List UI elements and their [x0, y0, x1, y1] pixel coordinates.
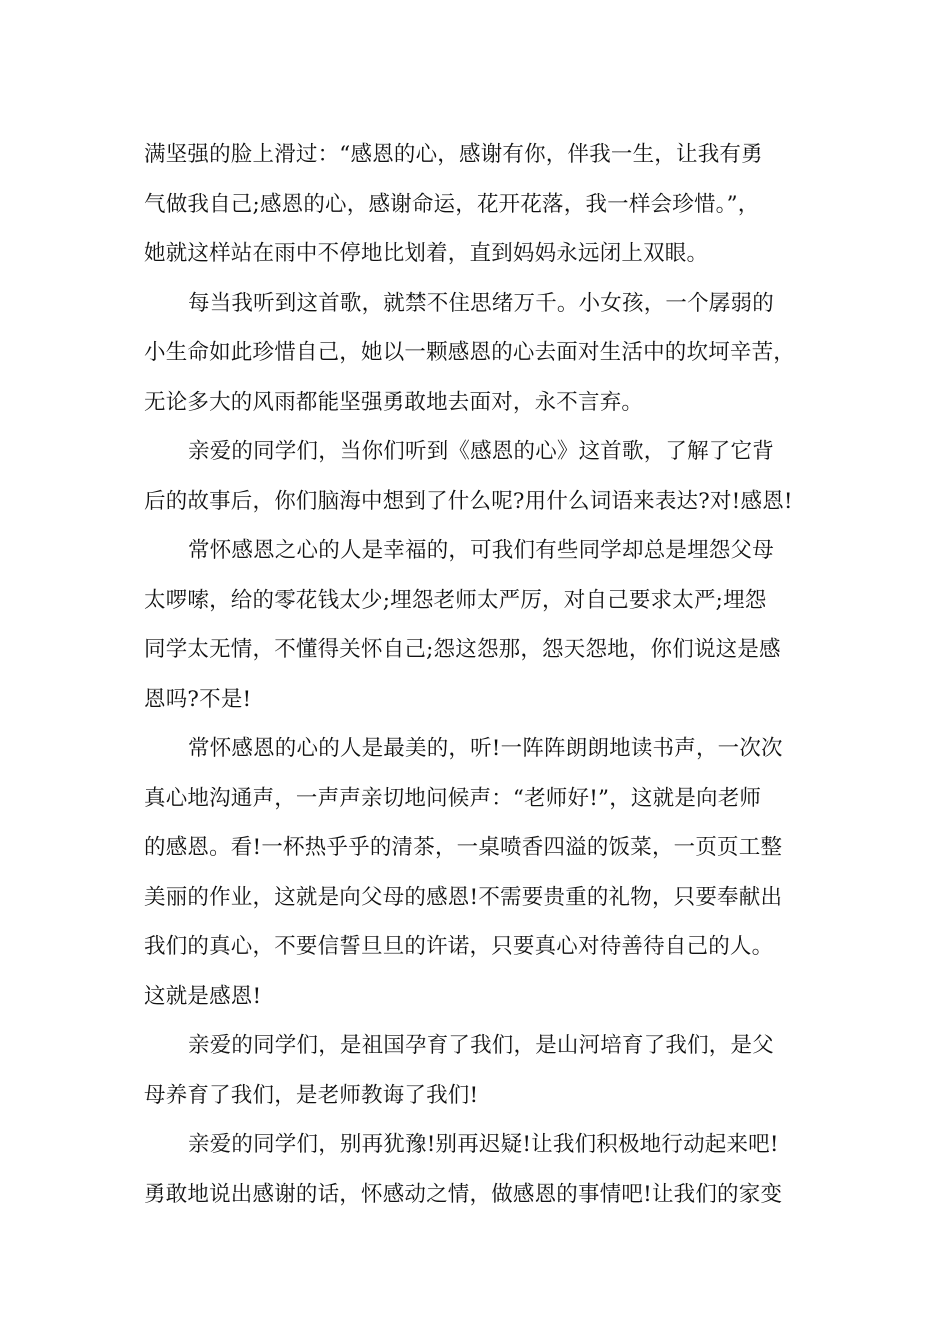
text-line: 勇敢地说出感谢的话，怀感动之情，做感恩的事情吧!让我们的家变 — [144, 1181, 783, 1207]
text-line: 满坚强的脸上滑过：“感恩的心，感谢有你，伴我一生，让我有勇 — [144, 142, 763, 167]
text-line: 我们的真心，不要信誓旦旦的许诺，只要真心对待善待自己的人。 — [144, 934, 774, 959]
paragraph-5 — [144, 724, 816, 1021]
text-line: 的感恩。看!一杯热乎乎的清茶，一桌喷香四溢的饭菜，一页页工整 — [144, 835, 783, 860]
text-line: 常怀感恩的心的人是最美的，听!一阵阵朗朗地读书声，一次次 — [188, 736, 783, 761]
paragraph-3 — [144, 427, 816, 526]
text-line: 美丽的作业，这就是向父母的感恩!不需要贵重的礼物，只要奉献出 — [144, 884, 783, 910]
paragraph-7 — [144, 1120, 816, 1219]
text-line: 小生命如此珍惜自己，她以一颗感恩的心去面对生活中的坎坷辛苦， — [144, 340, 796, 365]
text-line: 母养育了我们，是老师教诲了我们! — [144, 1082, 479, 1108]
text-line: 气做我自己;感恩的心，感谢命运，花开花落，我一样会珍惜。”， — [144, 191, 760, 217]
text-line: 同学太无情，不懂得关怀自己;怨这怨那，怨天怨地，你们说这是感 — [144, 637, 781, 662]
paragraph-2 — [144, 279, 816, 428]
text-line: 每当我听到这首歌，就禁不住思绪万千。小女孩，一个孱弱的 — [188, 290, 774, 316]
text-line: 亲爱的同学们，当你们听到《感恩的心》这首歌，了解了它背 — [188, 439, 774, 464]
text-line: 恩吗?不是! — [144, 686, 252, 712]
document-body — [144, 130, 816, 1219]
text-line: 常怀感恩之心的人是幸福的，可我们有些同学却总是埋怨父母 — [188, 538, 774, 563]
paragraph-6 — [144, 1021, 816, 1120]
text-line: 亲爱的同学们，是祖国孕育了我们，是山河培育了我们，是父 — [188, 1033, 774, 1058]
text-line: 无论多大的风雨都能坚强勇敢地去面对，永不言弃。 — [144, 389, 644, 415]
text-line: 亲爱的同学们，别再犹豫!别再迟疑!让我们积极地行动起来吧! — [188, 1132, 779, 1157]
text-line: 她就这样站在雨中不停地比划着，直到妈妈永远闭上双眼。 — [144, 241, 709, 266]
paragraph-1 — [144, 130, 816, 279]
text-line: 后的故事后，你们脑海中想到了什么呢?用什么词语来表达?对!感恩! — [144, 488, 793, 514]
text-line: 真心地沟通声，一声声亲切地问候声：“老师好!”，这就是向老师 — [144, 785, 762, 811]
text-line: 太啰嗦，给的零花钱太少;埋怨老师太严厉，对自己要求太严;埋怨 — [144, 587, 767, 613]
text-line: 这就是感恩! — [144, 983, 262, 1009]
paragraph-4 — [144, 526, 816, 724]
